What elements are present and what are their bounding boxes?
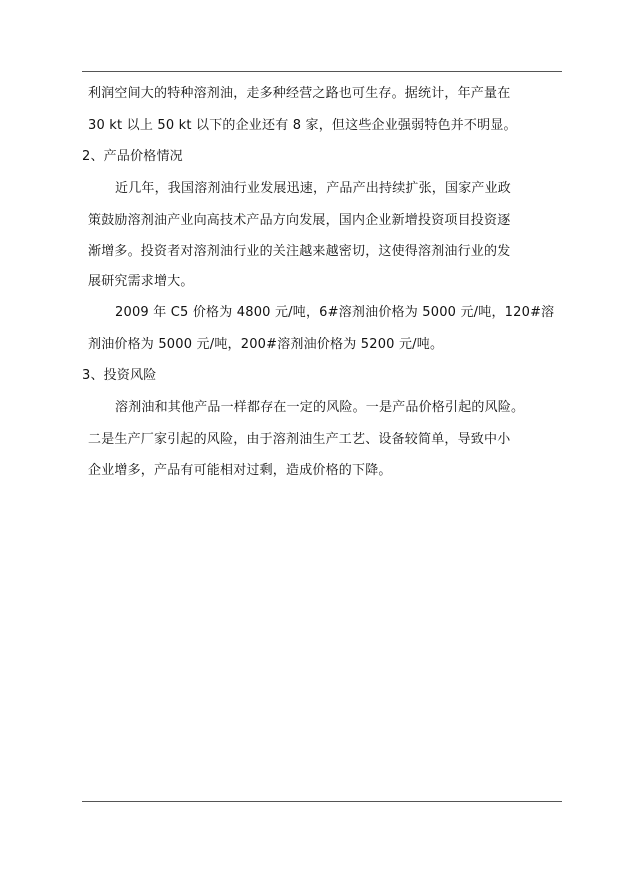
- body-line: 展研究需求增大。: [88, 274, 194, 289]
- section-heading: 3、投资风险: [82, 368, 157, 383]
- body-line: 渐增多。投资者对溶剂油行业的关注越来越密切，这使得溶剂油行业的发: [88, 244, 511, 259]
- header-rule: [82, 71, 562, 72]
- body-line: 2009 年 C5 价格为 4800 元/吨，6#溶剂油价格为 5000 元/吨，120#溶: [115, 305, 555, 320]
- body-line: 企业增多，产品有可能相对过剩，造成价格的下降。: [88, 463, 392, 478]
- footer-rule: [82, 801, 562, 802]
- body-line: 溶剂油和其他产品一样都存在一定的风险。一是产品价格引起的风险。: [115, 400, 525, 415]
- body-line: 利润空间大的特种溶剂油，走多种经营之路也可生存。据统计，年产量在: [88, 86, 511, 101]
- body-line: 二是生产厂家引起的风险，由于溶剂油生产工艺、设备较简单，导致中小: [88, 432, 511, 447]
- section-heading: 2、产品价格情况: [82, 149, 183, 164]
- body-line: 剂油价格为 5000 元/吨，200#溶剂油价格为 5200 元/吨。: [88, 337, 444, 352]
- body-line: 30 kt 以上 50 kt 以下的企业还有 8 家，但这些企业强弱特色并不明显。: [88, 118, 517, 133]
- body-line: 策鼓励溶剂油产业向高技术产品方向发展，国内企业新增投资项目投资逐: [88, 213, 511, 228]
- body-line: 近几年，我国溶剂油行业发展迅速，产品产出持续扩张，国家产业政: [115, 181, 512, 196]
